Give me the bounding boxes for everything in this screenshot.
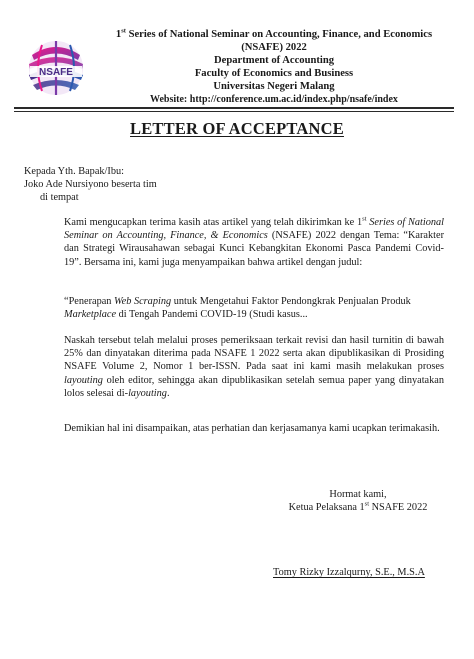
letterhead-acronym: (NSAFE) 2022 xyxy=(241,42,307,53)
letterhead-university: Universitas Negeri Malang xyxy=(213,81,335,92)
closing-regards: Hormat kami, xyxy=(329,489,387,500)
letterhead-faculty: Faculty of Economics and Business xyxy=(194,68,354,79)
closing-block xyxy=(268,488,448,514)
paragraph-intro: Kami mengucapkan terima kasih atas artikel yang telah dikirimkan ke 1st Series of National Seminar on Accounting, Finance, & Economics (NSAFE) 2022 dengan Tema: “Karakter dan Strategi Wirausahawan sebagai Kunci Kebangkitan Ekonomi Pasca Pandemi Covid-19”. Bersama ini, kami juga menyampaikan bahwa artikel dengan judul: xyxy=(64,215,444,268)
letterhead xyxy=(98,28,450,106)
signer-name: Tomy Rizky Izzalqurny, S.E., M.S.A xyxy=(273,567,425,578)
letter-title: LETTER OF ACCEPTANCE xyxy=(130,119,344,138)
paragraph-review: Naskah tersebut telah melalui proses pemeriksaan terkait revisi dan hasil turnitin di bawah 25% dan dinyatakan diterima pada NSAFE 1 2022 serta akan dipublikasikan di Prosiding NSAFE Volume 2, Nomor 1 ber-ISSN. Pada saat ini kami masih melakukan proses layouting oleh editor, sehingga akan dipublikasikan setelah semua paper yang dinyatakan lolos selesai di-layouting. xyxy=(64,335,444,399)
letterhead-divider-thick xyxy=(14,107,454,109)
nsafe-logo-icon xyxy=(20,33,90,103)
letterhead-divider-thin xyxy=(14,111,454,112)
recipient-block xyxy=(24,165,157,205)
recipient-place: di tempat xyxy=(40,192,79,204)
letterhead-department: Department of Accounting xyxy=(213,55,335,66)
paragraph-closing: Demikian hal ini disampaikan, atas perhatian dan kerjasamanya kami ucapkan terimakasih. xyxy=(64,423,440,434)
closing-role: Ketua Pelaksana 1st NSAFE 2022 xyxy=(288,500,428,514)
recipient-salutation: Kepada Yth. Bapak/Ibu: xyxy=(24,166,124,177)
logo-letters: NSAFE xyxy=(39,67,73,78)
recipient-name: Joko Ade Nursiyono beserta tim xyxy=(24,179,157,191)
letterhead-seminar-name: 1st Series of National Seminar on Accounting, Finance, and Economics xyxy=(115,27,433,40)
letterhead-website[interactable]: Website: http://conference.um.ac.id/index.php/nsafe/index xyxy=(150,94,398,105)
article-title: “Penerapan Web Scraping untuk Mengetahui Faktor Pendongkrak Penjualan Produk Marketplace di Tengah Pandemi COVID-19 (Studi kasus... xyxy=(64,296,411,321)
